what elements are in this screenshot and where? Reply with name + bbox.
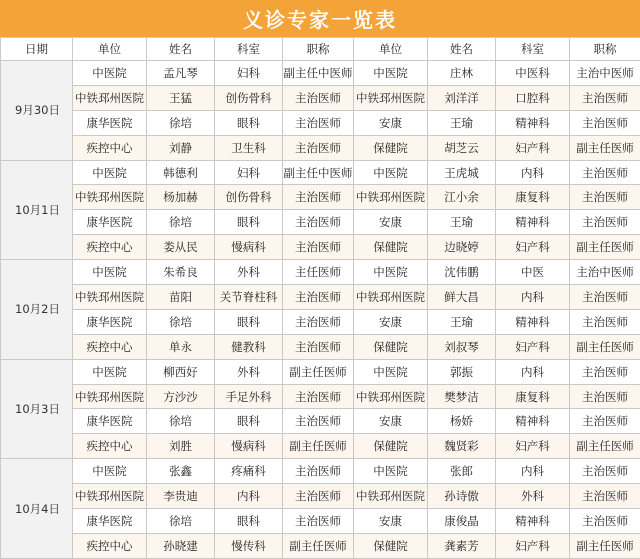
table-row (1, 484, 640, 509)
title-cell: 副主任医师 (283, 533, 354, 558)
unit-cell: 康华医院 (73, 309, 147, 334)
header-row (1, 38, 640, 61)
doctor-name-cell: 王猛 (147, 85, 215, 110)
unit-2-cell: 安康 (354, 409, 428, 434)
header-name: 姓名 (147, 38, 215, 61)
title-2-cell: 主治医师 (570, 484, 640, 509)
doctor-name-cell: 孙晓建 (147, 533, 215, 558)
title-2-cell: 主治医师 (570, 409, 640, 434)
unit-2-cell: 安康 (354, 210, 428, 235)
department-cell: 内科 (215, 484, 283, 509)
doctor-name-cell: 韩德利 (147, 160, 215, 185)
department-cell: 眼科 (215, 210, 283, 235)
table-row (1, 235, 640, 260)
doctor-name-2-cell: 杨娇 (428, 409, 496, 434)
unit-cell: 中医院 (73, 160, 147, 185)
doctor-name-2-cell: 张郎 (428, 459, 496, 484)
doctor-name-2-cell: 王虎城 (428, 160, 496, 185)
header-unit-2: 单位 (354, 38, 428, 61)
doctor-name-2-cell: 郭振 (428, 359, 496, 384)
title-2-cell: 主治医师 (570, 110, 640, 135)
title-2-cell: 主治医师 (570, 160, 640, 185)
doctor-name-cell: 徐培 (147, 409, 215, 434)
unit-2-cell: 中铁邳州医院 (354, 85, 428, 110)
unit-cell: 中铁邳州医院 (73, 484, 147, 509)
table-row (1, 160, 640, 185)
title-cell: 主治医师 (283, 309, 354, 334)
title-2-cell: 主治医师 (570, 309, 640, 334)
title-2-cell: 主治医师 (570, 285, 640, 310)
unit-cell: 疾控中心 (73, 533, 147, 558)
title-cell: 主治医师 (283, 110, 354, 135)
date-cell: 10月1日 (1, 160, 73, 260)
title-cell: 主治医师 (283, 135, 354, 160)
doctor-name-2-cell: 刘叔琴 (428, 334, 496, 359)
doctor-name-cell: 徐培 (147, 309, 215, 334)
doctor-name-cell: 单永 (147, 334, 215, 359)
table-row (1, 135, 640, 160)
department-cell: 创伤骨科 (215, 85, 283, 110)
department-2-cell: 精神科 (496, 210, 570, 235)
doctor-name-cell: 朱希良 (147, 260, 215, 285)
department-cell: 关节脊柱科 (215, 285, 283, 310)
table-row (1, 85, 640, 110)
title-cell: 主治医师 (283, 210, 354, 235)
unit-cell: 疾控中心 (73, 135, 147, 160)
department-2-cell: 精神科 (496, 409, 570, 434)
doctor-name-cell: 徐培 (147, 509, 215, 534)
unit-2-cell: 中铁邳州医院 (354, 384, 428, 409)
department-2-cell: 妇产科 (496, 135, 570, 160)
department-cell: 手足外科 (215, 384, 283, 409)
table-row (1, 334, 640, 359)
title-cell: 主治医师 (283, 285, 354, 310)
doctor-name-cell: 刘胜 (147, 434, 215, 459)
title-2-cell: 主治医师 (570, 85, 640, 110)
doctor-name-cell: 娄从民 (147, 235, 215, 260)
department-cell: 眼科 (215, 409, 283, 434)
department-2-cell: 中医 (496, 260, 570, 285)
department-cell: 眼科 (215, 110, 283, 135)
doctor-name-cell: 徐培 (147, 210, 215, 235)
doctor-name-2-cell: 庄林 (428, 61, 496, 86)
department-cell: 创伤骨科 (215, 185, 283, 210)
department-cell: 眼科 (215, 309, 283, 334)
unit-2-cell: 中铁邳州医院 (354, 285, 428, 310)
doctor-name-2-cell: 王瑜 (428, 110, 496, 135)
doctor-name-2-cell: 魏贤彩 (428, 434, 496, 459)
header-title: 职称 (283, 38, 354, 61)
unit-2-cell: 安康 (354, 110, 428, 135)
department-2-cell: 精神科 (496, 309, 570, 334)
title-cell: 副主任中医师 (283, 61, 354, 86)
title-2-cell: 主治中医师 (570, 61, 640, 86)
unit-2-cell: 中医院 (354, 359, 428, 384)
doctor-name-2-cell: 边晓婷 (428, 235, 496, 260)
title-2-cell: 副主任医师 (570, 334, 640, 359)
unit-cell: 康华医院 (73, 509, 147, 534)
header-dept: 科室 (215, 38, 283, 61)
expert-roster-table (0, 37, 640, 559)
department-2-cell: 康复科 (496, 185, 570, 210)
title-cell: 主治医师 (283, 185, 354, 210)
header-dept-2: 科室 (496, 38, 570, 61)
title-cell: 副主任医师 (283, 434, 354, 459)
title-2-cell: 主治医师 (570, 459, 640, 484)
doctor-name-cell: 柳西好 (147, 359, 215, 384)
table-row (1, 260, 640, 285)
doctor-name-2-cell: 王瑜 (428, 309, 496, 334)
doctor-name-cell: 方沙沙 (147, 384, 215, 409)
page-title: 义诊专家一览表 (0, 0, 640, 37)
title-cell: 主任医师 (283, 260, 354, 285)
unit-2-cell: 中医院 (354, 459, 428, 484)
doctor-name-2-cell: 鲜大昌 (428, 285, 496, 310)
title-cell: 主治医师 (283, 484, 354, 509)
title-cell: 副主任中医师 (283, 160, 354, 185)
table-row (1, 185, 640, 210)
doctor-name-2-cell: 龚素芳 (428, 533, 496, 558)
unit-cell: 疾控中心 (73, 434, 147, 459)
unit-cell: 中医院 (73, 359, 147, 384)
doctor-name-cell: 张鑫 (147, 459, 215, 484)
doctor-name-2-cell: 沈伟鹏 (428, 260, 496, 285)
unit-2-cell: 中铁邳州医院 (354, 484, 428, 509)
department-2-cell: 康复科 (496, 384, 570, 409)
table-row (1, 359, 640, 384)
department-2-cell: 外科 (496, 484, 570, 509)
unit-cell: 疾控中心 (73, 235, 147, 260)
department-cell: 外科 (215, 260, 283, 285)
department-2-cell: 精神科 (496, 110, 570, 135)
unit-2-cell: 保健院 (354, 434, 428, 459)
department-cell: 疼痛科 (215, 459, 283, 484)
title-2-cell: 副主任医师 (570, 135, 640, 160)
unit-cell: 中铁邳州医院 (73, 85, 147, 110)
title-cell: 主治医师 (283, 334, 354, 359)
department-cell: 外科 (215, 359, 283, 384)
department-2-cell: 内科 (496, 285, 570, 310)
table-row (1, 409, 640, 434)
department-cell: 慢病科 (215, 434, 283, 459)
doctor-name-2-cell: 刘洋洋 (428, 85, 496, 110)
doctor-name-cell: 杨加赫 (147, 185, 215, 210)
title-cell: 主治医师 (283, 459, 354, 484)
title-2-cell: 主治医师 (570, 359, 640, 384)
department-cell: 卫生科 (215, 135, 283, 160)
date-cell: 10月4日 (1, 459, 73, 559)
table-row (1, 61, 640, 86)
unit-cell: 康华医院 (73, 110, 147, 135)
date-cell: 9月30日 (1, 61, 73, 161)
doctor-name-2-cell: 孙诗傲 (428, 484, 496, 509)
doctor-name-cell: 孟凡琴 (147, 61, 215, 86)
unit-2-cell: 安康 (354, 509, 428, 534)
table-row (1, 285, 640, 310)
unit-cell: 康华医院 (73, 210, 147, 235)
doctor-name-2-cell: 胡芝云 (428, 135, 496, 160)
title-cell: 主治医师 (283, 235, 354, 260)
unit-cell: 康华医院 (73, 409, 147, 434)
department-2-cell: 妇产科 (496, 334, 570, 359)
unit-cell: 中医院 (73, 459, 147, 484)
department-cell: 慢病科 (215, 235, 283, 260)
department-cell: 眼科 (215, 509, 283, 534)
header-unit: 单位 (73, 38, 147, 61)
doctor-name-2-cell: 江小余 (428, 185, 496, 210)
department-2-cell: 精神科 (496, 509, 570, 534)
department-2-cell: 妇产科 (496, 533, 570, 558)
title-cell: 主治医师 (283, 509, 354, 534)
department-2-cell: 内科 (496, 359, 570, 384)
doctor-name-2-cell: 樊梦洁 (428, 384, 496, 409)
title-2-cell: 主治医师 (570, 185, 640, 210)
department-cell: 妇科 (215, 160, 283, 185)
unit-2-cell: 中医院 (354, 260, 428, 285)
department-2-cell: 中医科 (496, 61, 570, 86)
title-cell: 主治医师 (283, 409, 354, 434)
unit-2-cell: 保健院 (354, 334, 428, 359)
doctor-name-2-cell: 王瑜 (428, 210, 496, 235)
table-row (1, 533, 640, 558)
title-2-cell: 副主任医师 (570, 434, 640, 459)
unit-cell: 中医院 (73, 260, 147, 285)
table-row (1, 384, 640, 409)
table-row (1, 110, 640, 135)
department-2-cell: 妇产科 (496, 235, 570, 260)
title-2-cell: 主治医师 (570, 509, 640, 534)
unit-2-cell: 中医院 (354, 61, 428, 86)
department-2-cell: 口腔科 (496, 85, 570, 110)
doctor-name-cell: 李贵迪 (147, 484, 215, 509)
header-name-2: 姓名 (428, 38, 496, 61)
department-cell: 慢传科 (215, 533, 283, 558)
header-date: 日期 (1, 38, 73, 61)
unit-2-cell: 保健院 (354, 135, 428, 160)
unit-cell: 中医院 (73, 61, 147, 86)
title-2-cell: 主治医师 (570, 384, 640, 409)
unit-2-cell: 保健院 (354, 533, 428, 558)
unit-cell: 中铁邳州医院 (73, 384, 147, 409)
title-2-cell: 副主任医师 (570, 235, 640, 260)
department-cell: 妇科 (215, 61, 283, 86)
unit-2-cell: 中医院 (354, 160, 428, 185)
unit-2-cell: 安康 (354, 309, 428, 334)
unit-2-cell: 保健院 (354, 235, 428, 260)
title-2-cell: 主治医师 (570, 210, 640, 235)
doctor-name-2-cell: 康俊晶 (428, 509, 496, 534)
table-row (1, 434, 640, 459)
date-cell: 10月2日 (1, 260, 73, 360)
department-2-cell: 内科 (496, 160, 570, 185)
title-cell: 主治医师 (283, 85, 354, 110)
table-row (1, 509, 640, 534)
department-2-cell: 内科 (496, 459, 570, 484)
title-cell: 主治医师 (283, 384, 354, 409)
doctor-name-cell: 徐培 (147, 110, 215, 135)
table-row (1, 309, 640, 334)
title-2-cell: 副主任医师 (570, 533, 640, 558)
doctor-name-cell: 苗阳 (147, 285, 215, 310)
date-cell: 10月3日 (1, 359, 73, 459)
table-row (1, 459, 640, 484)
department-cell: 健教科 (215, 334, 283, 359)
title-2-cell: 主治中医师 (570, 260, 640, 285)
doctor-name-cell: 刘静 (147, 135, 215, 160)
unit-cell: 疾控中心 (73, 334, 147, 359)
header-title-2: 职称 (570, 38, 640, 61)
title-cell: 副主任医师 (283, 359, 354, 384)
unit-2-cell: 中铁邳州医院 (354, 185, 428, 210)
unit-cell: 中铁邳州医院 (73, 285, 147, 310)
table-row (1, 210, 640, 235)
department-2-cell: 妇产科 (496, 434, 570, 459)
unit-cell: 中铁邳州医院 (73, 185, 147, 210)
